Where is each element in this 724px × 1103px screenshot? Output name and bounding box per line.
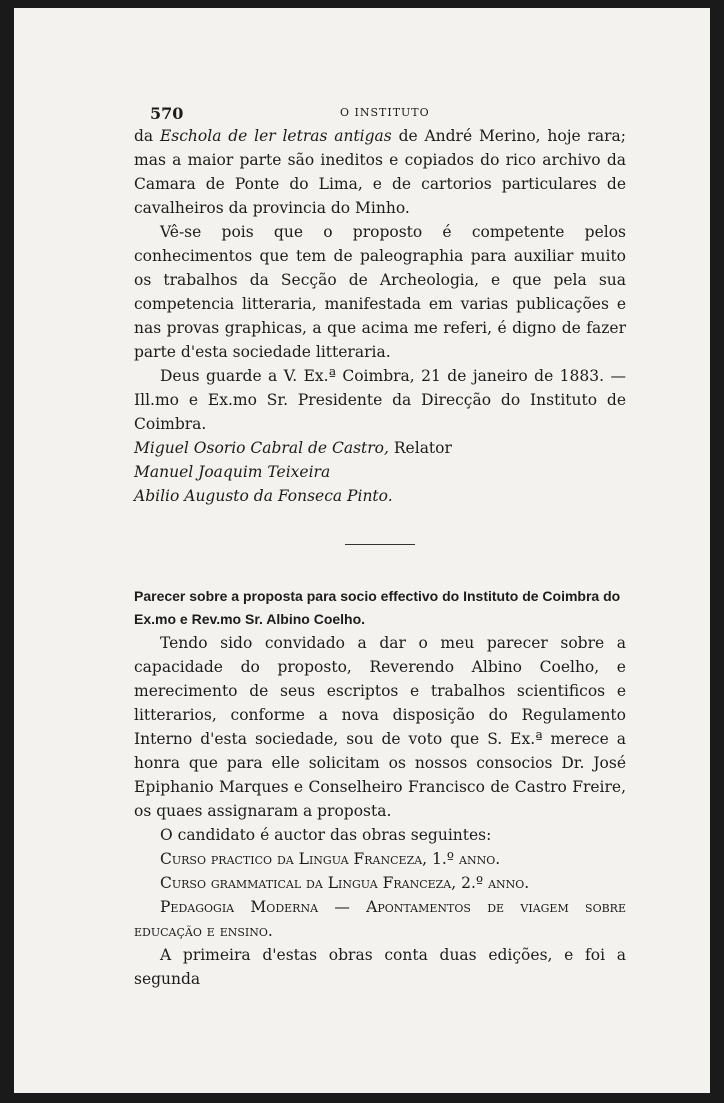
page-body <box>134 124 626 991</box>
paragraph: Tendo sido convidado a dar o meu parecer sobre a capacidade do proposto, Reverendo Albino Coelho, e merecimento de seus escriptos e trabalhos scientificos e litterarios, conforme a nova disposição do Regulamento Interno d'esta sociedade, sou de voto que S. Ex.ª merece a honra que para elle solicitam os nossos consocios Dr. José Epiphanio Marques e Conselheiro Francisco de Castro Freire, os quaes assignaram a proposta. <box>134 634 626 820</box>
paragraph: da Eschola de ler letras antigas de André Merino, hoje rara; mas a maior parte são ineditos e copiados do rico archivo da Camara de Ponte do Lima, e de cartorios particulares de cavalheiros da provincia do Minho. <box>134 127 627 217</box>
paragraph: A primeira d'estas obras conta duas edições, e foi a segunda <box>134 946 626 988</box>
signature-line: Abilio Augusto da Fonseca Pinto. <box>134 487 393 505</box>
section-divider <box>345 544 415 545</box>
signature-line: Miguel Osorio Cabral de Castro, Relator <box>134 439 452 457</box>
closing-paragraph: Deus guarde a V. Ex.ª Coimbra, 21 de janeiro de 1883. — Ill.mo e Ex.mo Sr. Presidente da Direcção do Instituto de Coimbra. <box>134 367 626 433</box>
book-title: Eschola de ler letras antigas <box>159 127 392 145</box>
signature-line: Manuel Joaquim Teixeira <box>134 463 331 481</box>
running-title: O INSTITUTO <box>340 106 430 119</box>
book-list-item: Curso practico da Lingua Franceza, 1.º anno. <box>160 850 501 868</box>
page-header <box>150 104 640 124</box>
page-number: 570 <box>150 104 184 123</box>
book-list-item: Pedagogia Moderna — Apontamentos de viagem sobre educação e ensino. <box>134 898 626 940</box>
section-title: Parecer sobre a proposta para socio effectivo do Instituto de Coimbra do Ex.mo e Rev.mo Sr. Albino Coelho. <box>134 588 621 627</box>
paragraph: Vê-se pois que o proposto é competente pelos conhecimentos que tem de paleographia para auxiliar muito os trabalhos da Secção de Archeologia, e que pela sua competencia litteraria, manifestada em varias publicações e nas provas graphicas, a que acima me referi, é digno de fazer parte d'esta sociedade litteraria. <box>134 223 626 361</box>
paragraph: O candidato é auctor das obras seguintes: <box>160 826 492 844</box>
signature-role: Relator <box>393 439 452 457</box>
book-list-item: Curso grammatical da Lingua Franceza, 2.º anno. <box>160 874 530 892</box>
